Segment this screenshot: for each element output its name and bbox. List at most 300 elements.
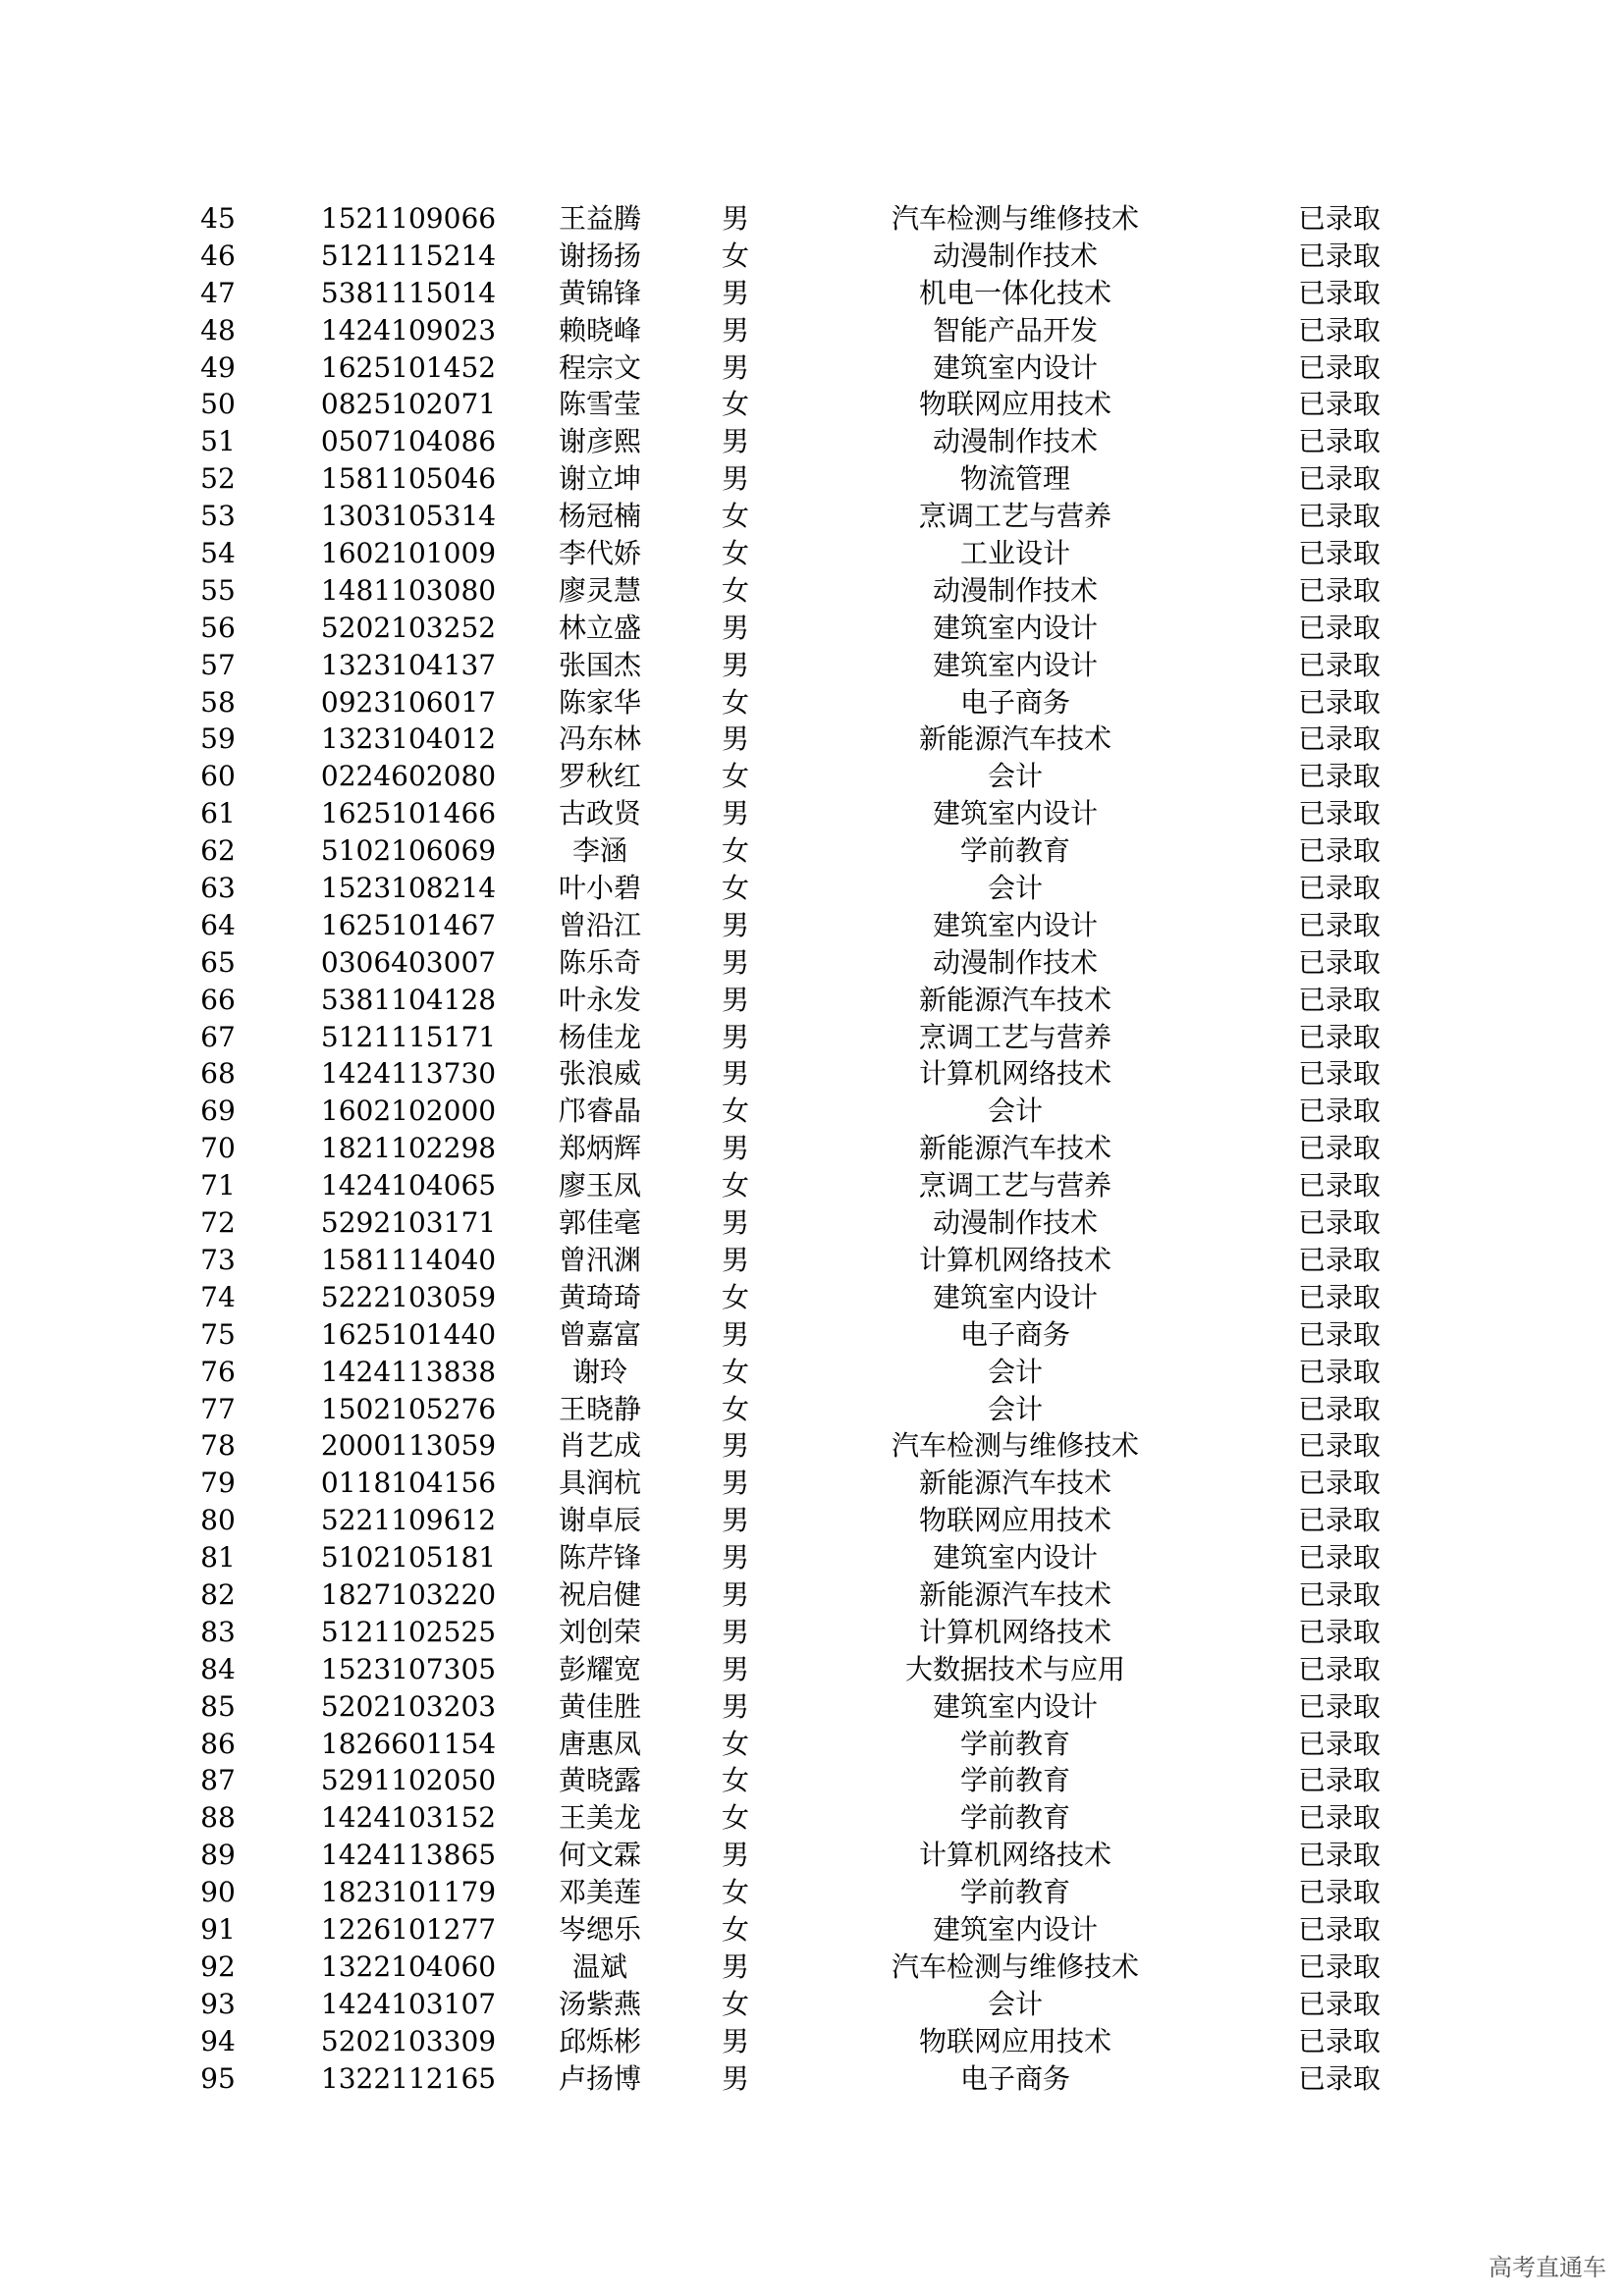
student-name: 叶小碧 [558, 872, 642, 905]
major: 动漫制作技术 [932, 239, 1099, 272]
student-name: 曾沿江 [558, 908, 642, 941]
major: 建筑室内设计 [932, 1689, 1099, 1723]
gender: 男 [721, 1429, 750, 1463]
candidate-id: 0507104086 [320, 425, 497, 458]
admission-status: 已录取 [1297, 1541, 1381, 1575]
admission-status: 已录取 [1297, 1504, 1381, 1537]
table-row [0, 1726, 1624, 1763]
student-name: 赖晓峰 [558, 313, 642, 347]
table-row [0, 1986, 1624, 2023]
table-row [0, 1837, 1624, 1874]
table-row [0, 1242, 1624, 1279]
student-name: 唐惠凤 [558, 1727, 642, 1760]
candidate-id: 5291102050 [320, 1764, 497, 1797]
admission-status: 已录取 [1297, 1615, 1381, 1648]
gender: 女 [721, 1169, 750, 1202]
candidate-id: 5202103203 [320, 1689, 497, 1723]
candidate-id: 5202103309 [320, 2024, 497, 2057]
gender: 男 [721, 1206, 750, 1240]
candidate-id: 1827103220 [320, 1577, 497, 1611]
candidate-id: 1424109023 [320, 313, 497, 347]
student-name: 陈乐奇 [558, 945, 642, 979]
student-name: 黄锦锋 [558, 276, 642, 309]
major: 会计 [987, 1987, 1044, 2020]
student-name: 张国杰 [558, 648, 642, 681]
major: 新能源汽车技术 [918, 1132, 1112, 1165]
admission-status: 已录取 [1297, 2061, 1381, 2095]
major: 智能产品开发 [932, 313, 1099, 347]
gender: 男 [721, 202, 750, 235]
student-name: 杨佳龙 [558, 1020, 642, 1053]
major: 汽车检测与维修技术 [891, 1949, 1140, 1983]
student-name: 谢扬扬 [558, 239, 642, 272]
row-number: 61 [200, 797, 236, 830]
admission-status: 已录取 [1297, 1206, 1381, 1240]
admission-status: 已录取 [1297, 573, 1381, 607]
student-name: 邝睿晶 [558, 1095, 642, 1128]
admission-status: 已录取 [1297, 1876, 1381, 1909]
gender: 男 [721, 350, 750, 384]
table-row [0, 684, 1624, 721]
student-name: 肖艺成 [558, 1429, 642, 1463]
table-row [0, 460, 1624, 498]
row-number: 82 [200, 1577, 236, 1611]
admission-status: 已录取 [1297, 1467, 1381, 1500]
student-name: 黄佳胜 [558, 1689, 642, 1723]
candidate-id: 5121115214 [320, 239, 497, 272]
row-number: 92 [200, 1949, 236, 1983]
row-number: 57 [200, 648, 236, 681]
candidate-id: 1303105314 [320, 500, 497, 533]
row-number: 81 [200, 1541, 236, 1575]
row-number: 89 [200, 1839, 236, 1872]
admission-status: 已录取 [1297, 1764, 1381, 1797]
table-row [0, 386, 1624, 423]
major: 动漫制作技术 [932, 573, 1099, 607]
major: 会计 [987, 1095, 1044, 1128]
table-row [0, 1204, 1624, 1242]
gender: 女 [721, 1355, 750, 1388]
major: 学前教育 [959, 1727, 1071, 1760]
major: 建筑室内设计 [932, 1280, 1099, 1313]
admission-status: 已录取 [1297, 722, 1381, 756]
admission-status: 已录取 [1297, 611, 1381, 644]
candidate-id: 1323104137 [320, 648, 497, 681]
admission-status: 已录取 [1297, 313, 1381, 347]
major: 物联网应用技术 [918, 2024, 1112, 2057]
student-name: 温斌 [571, 1949, 628, 1983]
table-row [0, 1799, 1624, 1837]
gender: 男 [721, 1615, 750, 1648]
row-number: 80 [200, 1504, 236, 1537]
candidate-id: 1424104065 [320, 1169, 497, 1202]
candidate-id: 1424103152 [320, 1801, 497, 1835]
major: 学前教育 [959, 1764, 1071, 1797]
row-number: 78 [200, 1429, 236, 1463]
row-number: 83 [200, 1615, 236, 1648]
row-number: 91 [200, 1912, 236, 1946]
table-row [0, 1465, 1624, 1502]
student-name: 黄琦琦 [558, 1280, 642, 1313]
gender: 男 [721, 1504, 750, 1537]
student-name: 祝启健 [558, 1577, 642, 1611]
table-row [0, 1391, 1624, 1428]
candidate-id: 0224602080 [320, 760, 497, 793]
table-row [0, 907, 1624, 944]
row-number: 68 [200, 1057, 236, 1091]
admission-status: 已录取 [1297, 1652, 1381, 1685]
candidate-id: 1226101277 [320, 1912, 497, 1946]
major: 汽车检测与维修技术 [891, 202, 1140, 235]
table-row [0, 1688, 1624, 1726]
admission-status: 已录取 [1297, 945, 1381, 979]
table-row [0, 982, 1624, 1019]
student-name: 陈芹锋 [558, 1541, 642, 1575]
candidate-id: 5381104128 [320, 983, 497, 1016]
table-row [0, 1576, 1624, 1614]
student-name: 邱烁彬 [558, 2024, 642, 2057]
row-number: 90 [200, 1876, 236, 1909]
gender: 男 [721, 1317, 750, 1351]
major: 建筑室内设计 [932, 611, 1099, 644]
gender: 女 [721, 1392, 750, 1425]
admission-status: 已录取 [1297, 2024, 1381, 2057]
gender: 男 [721, 1541, 750, 1575]
gender: 女 [721, 388, 750, 421]
admission-status: 已录取 [1297, 500, 1381, 533]
admission-status: 已录取 [1297, 834, 1381, 868]
major: 学前教育 [959, 834, 1071, 868]
student-name: 程宗文 [558, 350, 642, 384]
table-row [0, 1316, 1624, 1354]
candidate-id: 5202103252 [320, 611, 497, 644]
gender: 男 [721, 1467, 750, 1500]
student-name: 汤紫燕 [558, 1987, 642, 2020]
student-name: 王晓静 [558, 1392, 642, 1425]
admission-status: 已录取 [1297, 1727, 1381, 1760]
table-row [0, 2023, 1624, 2060]
admission-status: 已录取 [1297, 1987, 1381, 2020]
table-row [0, 238, 1624, 275]
admission-status: 已录取 [1297, 1243, 1381, 1276]
table-row [0, 572, 1624, 610]
table-row [0, 1167, 1624, 1204]
row-number: 84 [200, 1652, 236, 1685]
admission-status: 已录取 [1297, 1577, 1381, 1611]
row-number: 63 [200, 872, 236, 905]
gender: 女 [721, 1801, 750, 1835]
student-name: 刘创荣 [558, 1615, 642, 1648]
row-number: 59 [200, 722, 236, 756]
admission-status: 已录取 [1297, 1689, 1381, 1723]
table-row [0, 498, 1624, 535]
major: 计算机网络技术 [918, 1243, 1112, 1276]
row-number: 67 [200, 1020, 236, 1053]
student-name: 李代娇 [558, 537, 642, 570]
gender: 女 [721, 1764, 750, 1797]
table-row [0, 1651, 1624, 1688]
major: 建筑室内设计 [932, 797, 1099, 830]
student-name: 罗秋红 [558, 760, 642, 793]
gender: 男 [721, 2061, 750, 2095]
candidate-id: 1625101467 [320, 908, 497, 941]
admission-status: 已录取 [1297, 1912, 1381, 1946]
student-name: 曾汛渊 [558, 1243, 642, 1276]
major: 学前教育 [959, 1801, 1071, 1835]
row-number: 51 [200, 425, 236, 458]
candidate-id: 1322104060 [320, 1949, 497, 1983]
candidate-id: 1523107305 [320, 1652, 497, 1685]
admission-status: 已录取 [1297, 202, 1381, 235]
table-row [0, 944, 1624, 982]
table-row [0, 1019, 1624, 1056]
major: 工业设计 [959, 537, 1071, 570]
row-number: 46 [200, 239, 236, 272]
admission-status: 已录取 [1297, 1355, 1381, 1388]
table-row [0, 1762, 1624, 1799]
candidate-id: 0923106017 [320, 685, 497, 719]
admission-status: 已录取 [1297, 685, 1381, 719]
gender: 男 [721, 1949, 750, 1983]
row-number: 95 [200, 2061, 236, 2095]
row-number: 52 [200, 462, 236, 496]
candidate-id: 1521109066 [320, 202, 497, 235]
row-number: 86 [200, 1727, 236, 1760]
row-number: 93 [200, 1987, 236, 2020]
student-name: 陈家华 [558, 685, 642, 719]
gender: 男 [721, 1020, 750, 1053]
table-row [0, 312, 1624, 349]
candidate-id: 1625101440 [320, 1317, 497, 1351]
student-name: 郭佳毫 [558, 1206, 642, 1240]
admission-table [0, 200, 1624, 2097]
student-name: 廖灵慧 [558, 573, 642, 607]
admission-status: 已录取 [1297, 1839, 1381, 1872]
gender: 男 [721, 648, 750, 681]
row-number: 69 [200, 1095, 236, 1128]
admission-status: 已录取 [1297, 1949, 1381, 1983]
row-number: 79 [200, 1467, 236, 1500]
gender: 男 [721, 945, 750, 979]
student-name: 廖玉凤 [558, 1169, 642, 1202]
major: 计算机网络技术 [918, 1615, 1112, 1648]
table-row [0, 423, 1624, 460]
major: 烹调工艺与营养 [918, 500, 1112, 533]
admission-status: 已录取 [1297, 1095, 1381, 1128]
table-row [0, 1539, 1624, 1576]
admission-status: 已录取 [1297, 648, 1381, 681]
gender: 男 [721, 425, 750, 458]
row-number: 70 [200, 1132, 236, 1165]
major: 建筑室内设计 [932, 648, 1099, 681]
gender: 男 [721, 276, 750, 309]
major: 物流管理 [959, 462, 1071, 496]
row-number: 55 [200, 573, 236, 607]
student-name: 王美龙 [558, 1801, 642, 1835]
major: 建筑室内设计 [932, 350, 1099, 384]
row-number: 60 [200, 760, 236, 793]
candidate-id: 1424113838 [320, 1355, 497, 1388]
student-name: 杨冠楠 [558, 500, 642, 533]
gender: 女 [721, 573, 750, 607]
student-name: 邓美莲 [558, 1876, 642, 1909]
student-name: 谢立坤 [558, 462, 642, 496]
major: 动漫制作技术 [932, 945, 1099, 979]
candidate-id: 5121115171 [320, 1020, 497, 1053]
student-name: 李涵 [571, 834, 628, 868]
major: 大数据技术与应用 [904, 1652, 1126, 1685]
student-name: 黄晓露 [558, 1764, 642, 1797]
candidate-id: 1826601154 [320, 1727, 497, 1760]
candidate-id: 1581105046 [320, 462, 497, 496]
table-row [0, 795, 1624, 832]
gender: 女 [721, 1987, 750, 2020]
candidate-id: 5222103059 [320, 1280, 497, 1313]
admission-status: 已录取 [1297, 537, 1381, 570]
candidate-id: 5102105181 [320, 1541, 497, 1575]
admission-status: 已录取 [1297, 350, 1381, 384]
major: 学前教育 [959, 1876, 1071, 1909]
student-name: 张浪威 [558, 1057, 642, 1091]
row-number: 85 [200, 1689, 236, 1723]
major: 机电一体化技术 [918, 276, 1112, 309]
gender: 女 [721, 1280, 750, 1313]
gender: 男 [721, 983, 750, 1016]
row-number: 73 [200, 1243, 236, 1276]
row-number: 77 [200, 1392, 236, 1425]
student-name: 古政贤 [558, 797, 642, 830]
table-row [0, 610, 1624, 647]
admission-status: 已录取 [1297, 1801, 1381, 1835]
gender: 男 [721, 797, 750, 830]
major: 动漫制作技术 [932, 1206, 1099, 1240]
gender: 男 [721, 908, 750, 941]
gender: 女 [721, 872, 750, 905]
candidate-id: 1424113865 [320, 1839, 497, 1872]
major: 计算机网络技术 [918, 1057, 1112, 1091]
row-number: 50 [200, 388, 236, 421]
student-name: 陈雪莹 [558, 388, 642, 421]
row-number: 45 [200, 202, 236, 235]
student-name: 卢扬博 [558, 2061, 642, 2095]
candidate-id: 0118104156 [320, 1467, 497, 1500]
gender: 女 [721, 1727, 750, 1760]
gender: 男 [721, 1243, 750, 1276]
table-row [0, 1502, 1624, 1539]
candidate-id: 0306403007 [320, 945, 497, 979]
row-number: 56 [200, 611, 236, 644]
row-number: 94 [200, 2024, 236, 2057]
gender: 女 [721, 834, 750, 868]
candidate-id: 5221109612 [320, 1504, 497, 1537]
table-row [0, 870, 1624, 907]
candidate-id: 1502105276 [320, 1392, 497, 1425]
major: 计算机网络技术 [918, 1839, 1112, 1872]
candidate-id: 0825102071 [320, 388, 497, 421]
admission-status: 已录取 [1297, 872, 1381, 905]
admission-status: 已录取 [1297, 1392, 1381, 1425]
admission-status: 已录取 [1297, 908, 1381, 941]
student-name: 曾嘉富 [558, 1317, 642, 1351]
candidate-id: 1602102000 [320, 1095, 497, 1128]
table-row [0, 1055, 1624, 1093]
gender: 女 [721, 239, 750, 272]
candidate-id: 5381115014 [320, 276, 497, 309]
candidate-id: 5292103171 [320, 1206, 497, 1240]
major: 新能源汽车技术 [918, 983, 1112, 1016]
candidate-id: 1625101452 [320, 350, 497, 384]
gender: 女 [721, 1876, 750, 1909]
major: 建筑室内设计 [932, 1541, 1099, 1575]
candidate-id: 1821102298 [320, 1132, 497, 1165]
gender: 女 [721, 1912, 750, 1946]
row-number: 72 [200, 1206, 236, 1240]
major: 建筑室内设计 [932, 1912, 1099, 1946]
candidate-id: 1581114040 [320, 1243, 497, 1276]
student-name: 叶永发 [558, 983, 642, 1016]
gender: 男 [721, 1577, 750, 1611]
table-row [0, 1279, 1624, 1316]
row-number: 71 [200, 1169, 236, 1202]
table-row [0, 1130, 1624, 1167]
student-name: 王益腾 [558, 202, 642, 235]
table-row [0, 1911, 1624, 1949]
row-number: 53 [200, 500, 236, 533]
table-row [0, 349, 1624, 387]
candidate-id: 1323104012 [320, 722, 497, 756]
student-name: 郑炳辉 [558, 1132, 642, 1165]
major: 烹调工艺与营养 [918, 1169, 1112, 1202]
gender: 男 [721, 1057, 750, 1091]
gender: 男 [721, 722, 750, 756]
gender: 男 [721, 611, 750, 644]
row-number: 49 [200, 350, 236, 384]
candidate-id: 1424103107 [320, 1987, 497, 2020]
admission-status: 已录取 [1297, 1280, 1381, 1313]
table-row [0, 275, 1624, 312]
admission-status: 已录取 [1297, 425, 1381, 458]
table-row [0, 2060, 1624, 2098]
watermark: 高考直通车 [1489, 2254, 1606, 2281]
row-number: 66 [200, 983, 236, 1016]
admission-status: 已录取 [1297, 797, 1381, 830]
student-name: 岑缌乐 [558, 1912, 642, 1946]
major: 汽车检测与维修技术 [891, 1429, 1140, 1463]
candidate-id: 1424113730 [320, 1057, 497, 1091]
candidate-id: 1523108214 [320, 872, 497, 905]
student-name: 彭耀宽 [558, 1652, 642, 1685]
table-row [0, 535, 1624, 572]
gender: 男 [721, 2024, 750, 2057]
row-number: 74 [200, 1280, 236, 1313]
admission-status: 已录取 [1297, 1429, 1381, 1463]
student-name: 冯东林 [558, 722, 642, 756]
table-row [0, 721, 1624, 758]
row-number: 65 [200, 945, 236, 979]
row-number: 48 [200, 313, 236, 347]
major: 会计 [987, 872, 1044, 905]
table-row [0, 1949, 1624, 1986]
gender: 女 [721, 500, 750, 533]
table-row [0, 1354, 1624, 1391]
admission-status: 已录取 [1297, 276, 1381, 309]
row-number: 64 [200, 908, 236, 941]
student-name: 林立盛 [558, 611, 642, 644]
major: 动漫制作技术 [932, 425, 1099, 458]
candidate-id: 1602101009 [320, 537, 497, 570]
student-name: 谢彦熙 [558, 425, 642, 458]
gender: 女 [721, 685, 750, 719]
